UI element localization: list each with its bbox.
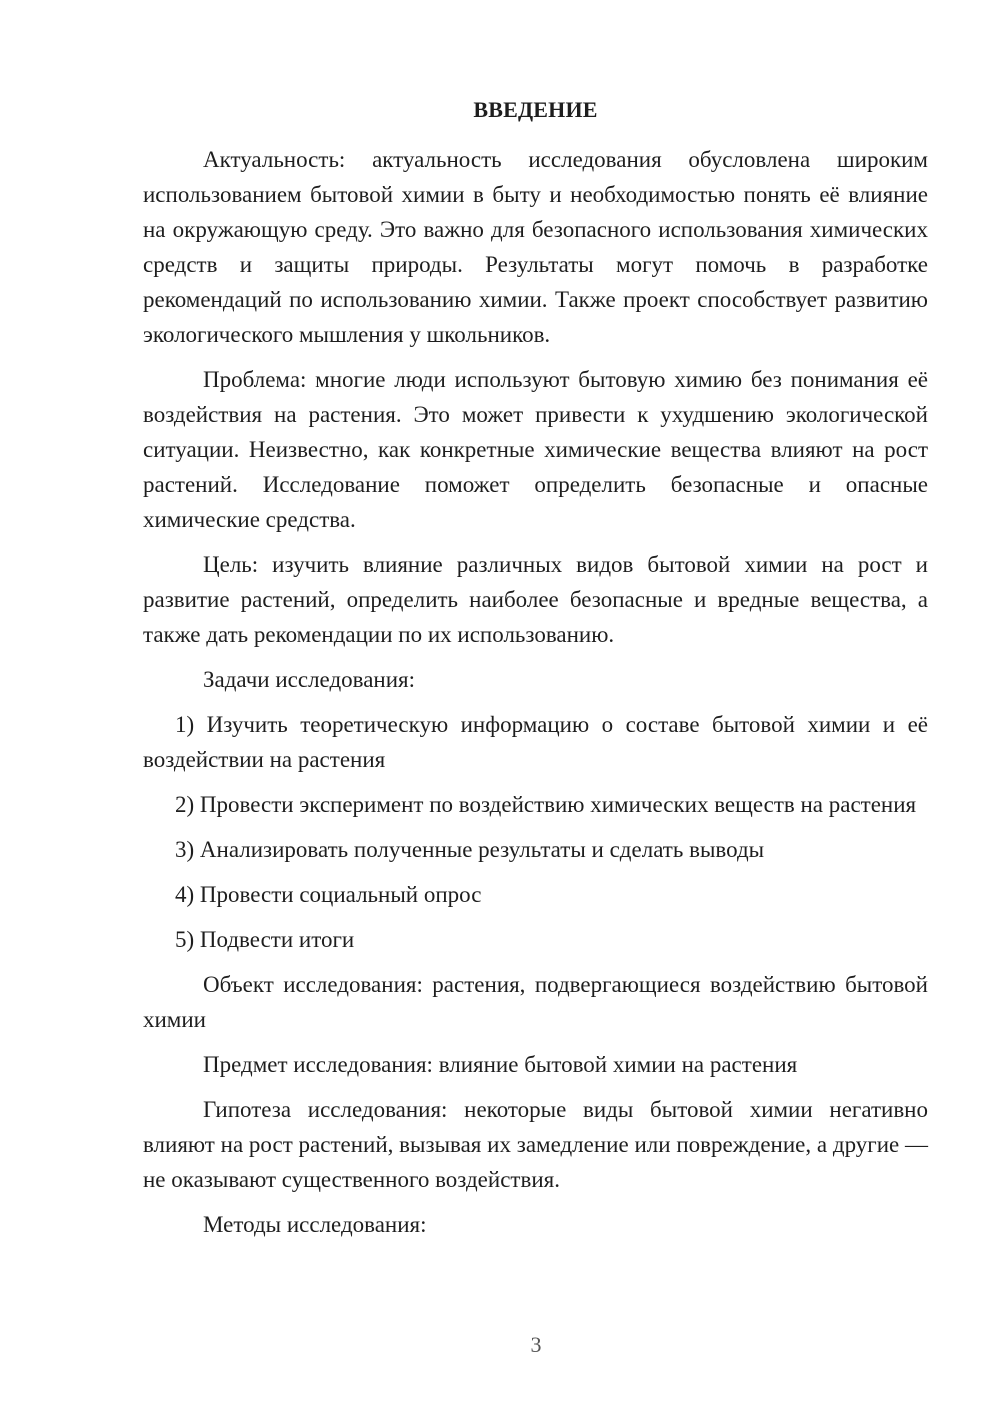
- tasks-heading: Задачи исследования:: [203, 667, 416, 692]
- tasks-list: [143, 707, 928, 957]
- hypothesis-paragraph: Гипотеза исследования: некоторые виды бытовой химии негативно влияют на рост растений, вызывая их замедление или повреждение, а другие — не оказывают существенного воздействия.: [143, 1097, 928, 1192]
- subject-paragraph: Предмет исследования: влияние бытовой химии на растения: [203, 1052, 798, 1077]
- task-item: 3) Анализировать полученные результаты и сделать выводы: [175, 837, 765, 862]
- page-content: [143, 92, 928, 1252]
- section-title: ВВЕДЕНИЕ: [473, 97, 598, 122]
- relevance-paragraph: Актуальность: актуальность исследования обусловлена широким использованием бытовой химии в быту и необходимостью понять её влияние на окружающую среду. Это важно для безопасного использования химических средств и защиты природы. Результаты могут помочь в разработке рекомендаций по использованию химии. Также проект способствует развитию экологического мышления у школьников.: [143, 147, 928, 347]
- task-item: 5) Подвести итоги: [175, 927, 355, 952]
- goal-paragraph: Цель: изучить влияние различных видов бытовой химии на рост и развитие растений, определить наиболее безопасные и вредные вещества, а также дать рекомендации по их использованию.: [143, 552, 928, 647]
- task-item: 2) Провести эксперимент по воздействию химических веществ на растения: [175, 792, 917, 817]
- methods-heading: Методы исследования:: [203, 1212, 427, 1237]
- problem-paragraph: Проблема: многие люди используют бытовую химию без понимания её воздействия на растения. Это может привести к ухудшению экологической ситуации. Неизвестно, как конкретные химические вещества влияют на рост растений. Исследование поможет определить безопасные и опасные химические средства.: [143, 367, 928, 532]
- task-item: 1) Изучить теоретическую информацию о составе бытовой химии и её воздействии на растения: [143, 712, 928, 772]
- object-paragraph: Объект исследования: растения, подвергающиеся воздействию бытовой химии: [143, 972, 928, 1032]
- task-item: 4) Провести социальный опрос: [175, 882, 482, 907]
- page-number: 3: [530, 1332, 542, 1357]
